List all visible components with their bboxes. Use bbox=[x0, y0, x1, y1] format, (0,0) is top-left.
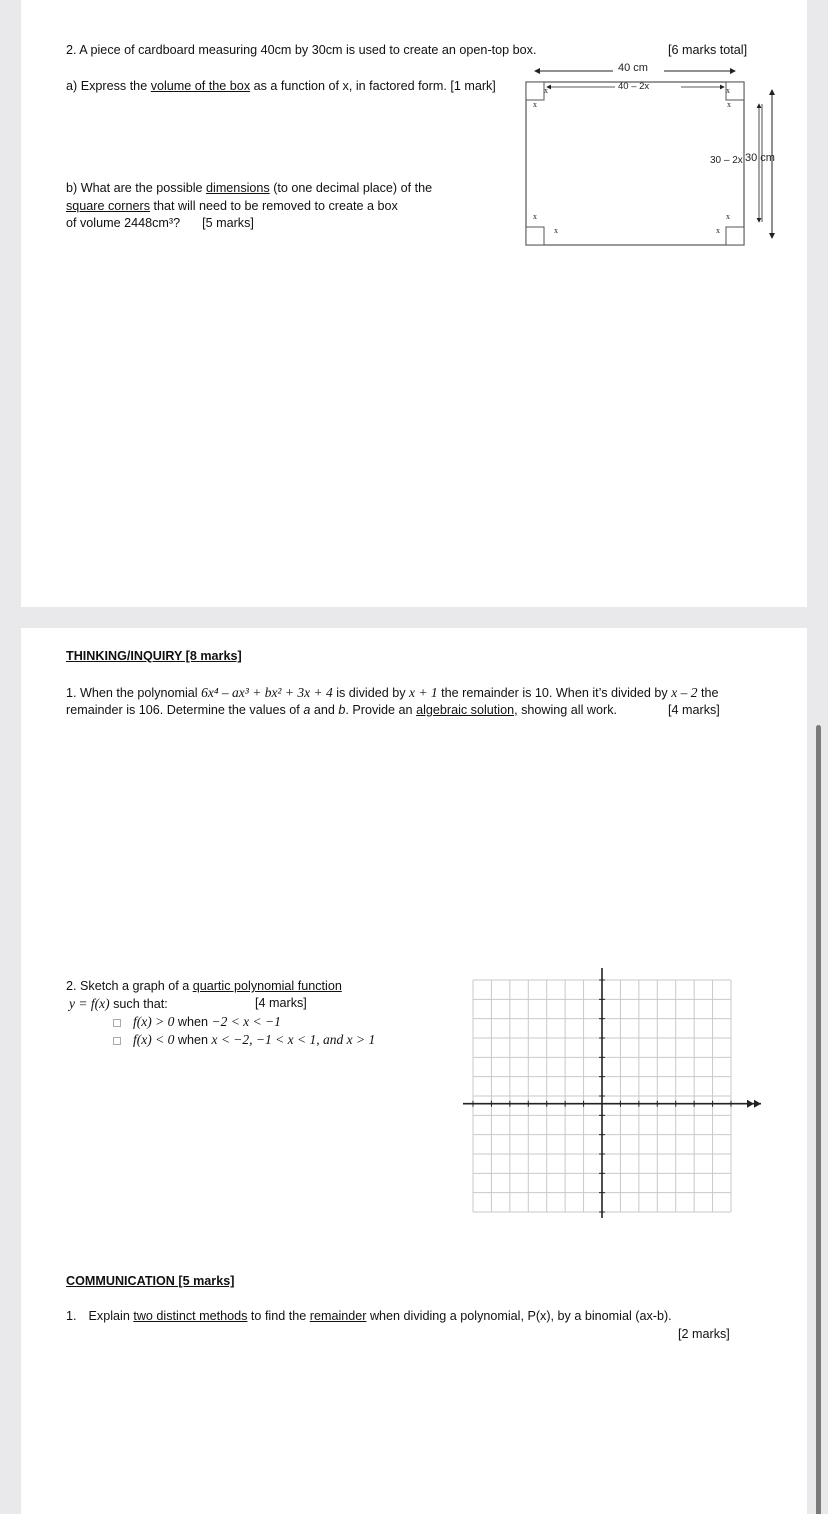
diagram-x-label: x bbox=[544, 86, 548, 95]
ti-q2-cond-1-function: f(x) > 0 bbox=[133, 1014, 175, 1029]
ti-q2-condition-2 bbox=[113, 1031, 375, 1049]
question-2b-volume: of volume 2448cm³? bbox=[66, 216, 181, 230]
corner-square-top-left bbox=[526, 82, 544, 100]
thinking-inquiry-heading: THINKING/INQUIRY [8 marks] bbox=[66, 649, 242, 663]
question-2-marks: [6 marks total] bbox=[668, 43, 748, 57]
comm-q1-c: when dividing a polynomial, P(x), by a binomial (ax-b). bbox=[366, 1309, 672, 1323]
checkbox-icon bbox=[113, 1019, 121, 1027]
diagram-x-label: x bbox=[554, 226, 558, 235]
question-2b-marks: [5 marks] bbox=[202, 216, 254, 230]
ti-q1-end: the bbox=[697, 686, 719, 700]
ti-q2-cond-1-when: when bbox=[174, 1015, 212, 1029]
diagram-x-label: x bbox=[727, 100, 731, 109]
ti-q2-marks: [4 marks] bbox=[255, 996, 307, 1010]
ti-q1-divisor-2: x – 2 bbox=[671, 685, 698, 700]
comm-q1-underlined-remainder: remainder bbox=[309, 1309, 367, 1323]
graph-grid bbox=[461, 966, 751, 1226]
comm-q1-underlined-methods: two distinct methods bbox=[133, 1309, 248, 1323]
diagram-inner-width-label: 40 – 2x bbox=[618, 81, 650, 92]
question-2-title: 2. A piece of cardboard measuring 40cm by 30cm is used to create an open-top box. bbox=[66, 43, 537, 57]
diagram-x-label: x bbox=[533, 100, 537, 109]
ti-q2-condition-1 bbox=[113, 1013, 281, 1031]
checkbox-icon bbox=[113, 1037, 121, 1045]
ti-q1-and: and bbox=[310, 703, 339, 717]
x-axis-arrow bbox=[747, 1100, 761, 1108]
question-2a-prefix: a) Express the bbox=[66, 79, 151, 93]
comm-q1-marks: [2 marks] bbox=[678, 1327, 730, 1341]
diagram-x-label: x bbox=[726, 86, 730, 95]
ti-q2-cond-2-when: when bbox=[174, 1033, 212, 1047]
question-2b-line-2-text: that will need to be removed to create a box bbox=[150, 199, 398, 213]
ti-question-1-line-1 bbox=[66, 684, 718, 702]
comm-question-1 bbox=[66, 1308, 672, 1325]
ti-q1-mid-2: the remainder is 10. When it’s divided by bbox=[437, 686, 672, 700]
ti-q1-polynomial: 6x⁴ – ax³ + bx² + 3x + 4 bbox=[201, 685, 333, 700]
corner-square-bottom-left bbox=[526, 227, 544, 245]
question-2b-prefix: b) What are the possible bbox=[66, 181, 207, 195]
question-2b-underlined-dimensions: dimensions bbox=[206, 181, 270, 195]
ti-q1-var-a: a bbox=[303, 703, 311, 717]
ti-q2-function: y = f(x) bbox=[69, 996, 110, 1011]
ti-q1-var-b: b bbox=[338, 703, 346, 717]
ti-q1-mid-1: is divided by bbox=[332, 686, 410, 700]
diagram-width-label: 40 cm bbox=[618, 62, 648, 74]
question-2b-line-1 bbox=[66, 180, 432, 197]
question-2b-line-3 bbox=[66, 215, 254, 232]
document-page-2 bbox=[21, 628, 807, 1514]
question-2b-underlined-square-corners: square corners bbox=[66, 199, 150, 213]
ti-q2-cond-2-range: x < −2, −1 < x < 1, and x > 1 bbox=[211, 1032, 376, 1047]
diagram-inner-height-label: 30 – 2x bbox=[710, 155, 743, 166]
question-2a-suffix: as a function of x, in factored form. [1 mark] bbox=[250, 79, 496, 93]
ti-q2-underlined: quartic polynomial function bbox=[192, 979, 342, 993]
ti-q2-cond-2-function: f(x) < 0 bbox=[133, 1032, 175, 1047]
ti-q2-cond-1-range: −2 < x < −1 bbox=[211, 1014, 281, 1029]
ti-question-1-line-2 bbox=[66, 702, 617, 719]
ti-q1-underlined: algebraic solution, bbox=[416, 703, 518, 717]
corner-square-bottom-right bbox=[726, 227, 744, 245]
scrollbar[interactable] bbox=[816, 725, 821, 1514]
diagram-x-label: x bbox=[716, 226, 720, 235]
comm-q1-b: to find the bbox=[247, 1309, 310, 1323]
ti-q1-line-2-b: . Provide an bbox=[345, 703, 417, 717]
communication-heading: COMMUNICATION [5 marks] bbox=[66, 1274, 235, 1288]
comm-q1-a: Explain bbox=[88, 1309, 134, 1323]
diagram-height-label: 30 cm bbox=[745, 152, 775, 164]
ti-q1-line-2-a: remainder is 106. Determine the values of bbox=[66, 703, 304, 717]
ti-q1-line-2-c: showing all work. bbox=[517, 703, 617, 717]
question-2b-suffix: (to one decimal place) of the bbox=[269, 181, 433, 195]
ti-question-2-line-1 bbox=[66, 978, 342, 995]
comm-q1-number: 1. bbox=[66, 1309, 77, 1323]
document-page-1 bbox=[21, 0, 807, 607]
question-2a bbox=[66, 78, 496, 95]
ti-q1-divisor-1: x + 1 bbox=[409, 685, 438, 700]
ti-question-2-line-2 bbox=[69, 995, 168, 1013]
question-2a-underlined: volume of the box bbox=[150, 79, 251, 93]
diagram-x-label: x bbox=[726, 212, 730, 221]
ti-q2-such-that: such that: bbox=[109, 997, 168, 1011]
ti-q1-prefix: 1. When the polynomial bbox=[66, 686, 202, 700]
diagram-x-label: x bbox=[533, 212, 537, 221]
question-2b-line-2 bbox=[66, 198, 398, 215]
ti-q2-prefix: 2. Sketch a graph of a bbox=[66, 979, 193, 993]
ti-q1-marks: [4 marks] bbox=[668, 703, 720, 717]
